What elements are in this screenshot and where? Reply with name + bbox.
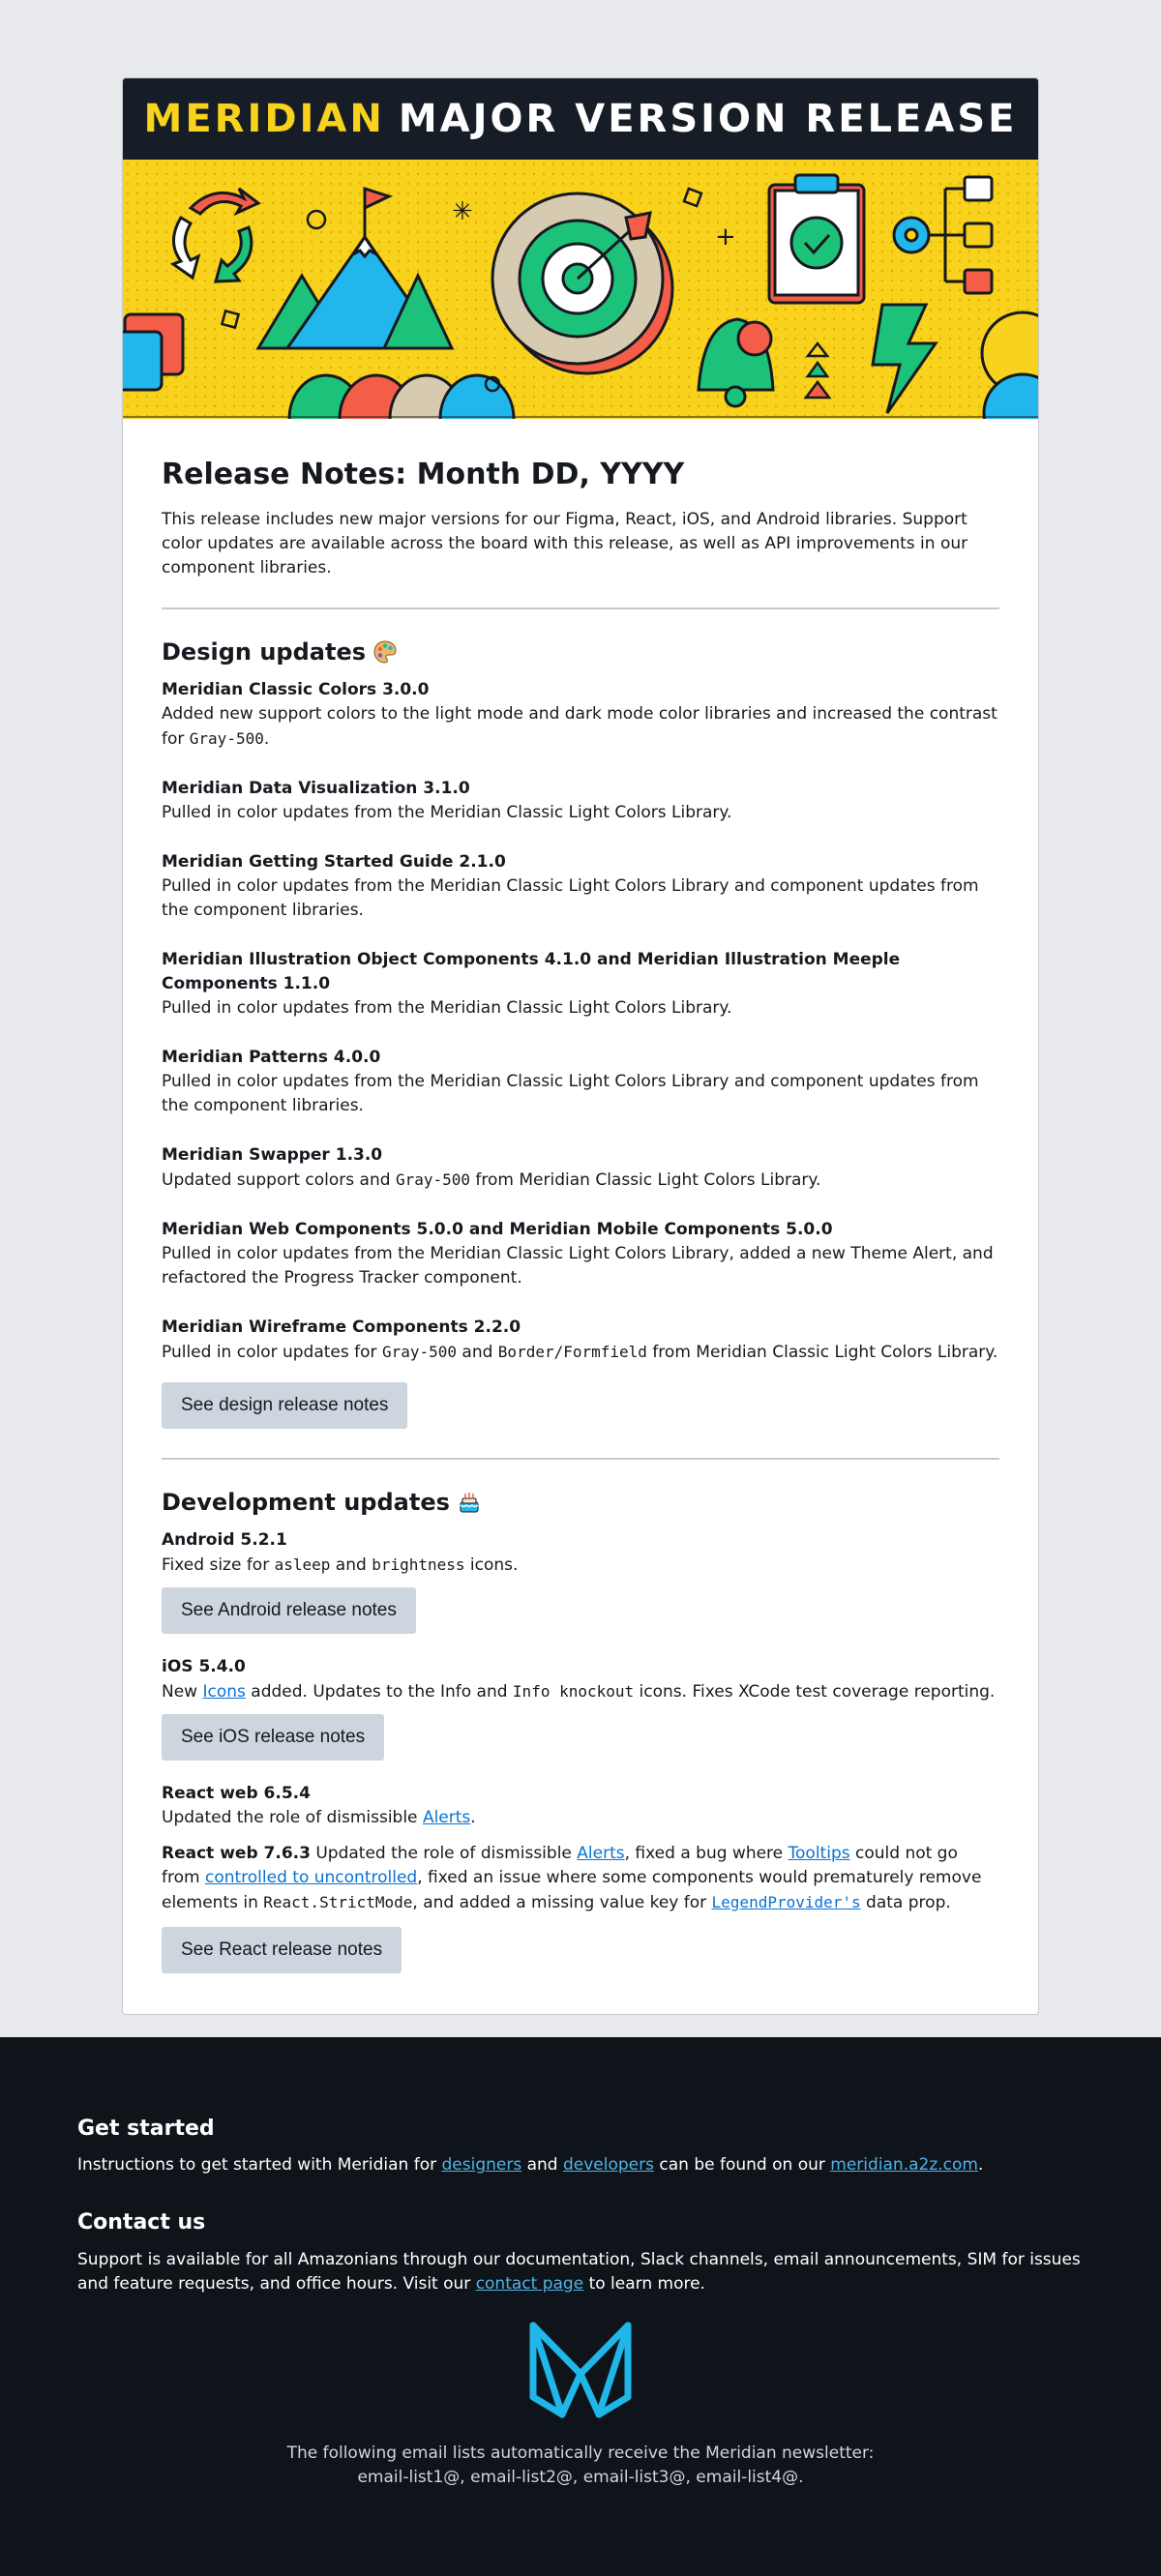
design-item-title: Meridian Getting Started Guide 2.1.0: [162, 851, 506, 872]
text-segment: .: [263, 728, 270, 749]
code-info-knockout: Info knockout: [512, 1681, 635, 1701]
design-heading-text: Design updates: [162, 638, 367, 666]
controlled-uncontrolled-link[interactable]: controlled to uncontrolled: [204, 1867, 418, 1887]
ios-release-notes-button[interactable]: See iOS release notes: [162, 1714, 384, 1761]
divider: [162, 607, 999, 609]
logo-wrap: [77, 2320, 1084, 2420]
android-title: Android 5.2.1: [162, 1529, 287, 1550]
react-763-text: [162, 1842, 999, 1915]
alerts-link[interactable]: Alerts: [577, 1843, 625, 1863]
text-segment: and: [521, 2155, 563, 2176]
text-segment: data prop.: [860, 1892, 951, 1912]
release-title: Release Notes: Month DD, YYYY: [162, 458, 685, 491]
text-segment: Fixed size for: [162, 1554, 275, 1575]
text-segment: from Meridian Classic Light Colors Library.: [470, 1170, 821, 1190]
react-654-section: [162, 1782, 999, 1830]
text-segment: Updated the role of dismissible: [310, 1843, 578, 1863]
contact-page-link[interactable]: contact page: [475, 2273, 584, 2294]
footer: [0, 2037, 1161, 2576]
text-segment: Updated the role of dismissible: [162, 1807, 423, 1827]
newsletter-card: [122, 77, 1039, 2015]
design-release-notes-button[interactable]: See design release notes: [162, 1382, 407, 1429]
design-item: [162, 1218, 999, 1290]
legendprovider-link[interactable]: LegendProvider's: [711, 1892, 861, 1911]
react-654-text: [162, 1806, 999, 1830]
android-release-notes-button[interactable]: See Android release notes: [162, 1587, 416, 1634]
get-started-heading: Get started: [77, 2117, 215, 2141]
palette-icon: [372, 638, 399, 666]
design-item-title: Meridian Data Visualization 3.1.0: [162, 778, 470, 798]
text-segment: to learn more.: [583, 2273, 705, 2294]
designers-link[interactable]: designers: [441, 2155, 522, 2176]
text-segment: Added new support colors to the light mode and dark mode color libraries and increased the contrast for: [162, 703, 997, 749]
code-brightness: brightness: [372, 1554, 465, 1574]
design-item: [162, 948, 999, 1021]
design-item-title: Meridian Swapper 1.3.0: [162, 1144, 383, 1165]
design-item-text: Pulled in color updates from the Meridian Classic Light Colors Library and component updates from the component libraries.: [162, 1071, 979, 1115]
design-item-text: Pulled in color updates from the Meridian Classic Light Colors Library.: [162, 997, 732, 1018]
banner-title-text: MAJOR VERSION RELEASE: [398, 97, 1018, 141]
svg-text:✳: ✳: [452, 197, 473, 226]
ios-text: [162, 1679, 999, 1704]
design-item-text: [162, 1340, 999, 1365]
svg-text:+: +: [715, 222, 736, 252]
contact-section: [77, 2210, 1084, 2295]
design-item-text: Pulled in color updates from the Meridian Classic Light Colors Library.: [162, 802, 732, 822]
design-item-title: Meridian Wireframe Components 2.2.0: [162, 1317, 521, 1337]
code-strictmode: React.StrictMode: [263, 1892, 413, 1911]
design-item-text: Pulled in color updates from the Meridian Classic Light Colors Library and component updates from the component libraries.: [162, 875, 979, 920]
email-lists-line1: The following email lists automatically receive the Meridian newsletter:: [286, 2443, 875, 2463]
tooltips-link[interactable]: Tooltips: [788, 1843, 850, 1863]
text-segment: and: [330, 1554, 372, 1575]
text-segment: .: [977, 2155, 984, 2176]
text-segment: , fixed an issue where some components would prematurely remove elements in: [162, 1867, 982, 1912]
react-release-notes-button[interactable]: See React release notes: [162, 1927, 402, 1973]
design-item-title: Meridian Web Components 5.0.0 and Meridian Mobile Components 5.0.0: [162, 1219, 833, 1239]
text-segment: Updated support colors and: [162, 1170, 396, 1190]
text-segment: , and added a missing value key for: [412, 1892, 712, 1912]
email-lists-line2: email-list1@, email-list2@, email-list3@, email-list4@.: [357, 2467, 804, 2487]
hero-illustration: [123, 160, 1038, 419]
design-item-text: [162, 702, 999, 752]
design-item-title: Meridian Classic Colors 3.0.0: [162, 679, 430, 699]
react-763-section: [162, 1842, 999, 1973]
dev-heading-text: Development updates: [162, 1488, 450, 1516]
code-border-formfield: Border/Formfield: [497, 1342, 647, 1361]
design-item: [162, 1046, 999, 1118]
android-text: [162, 1553, 999, 1578]
design-item-text: Pulled in color updates from the Meridian Classic Light Colors Library, added a new Theme Alert, and refactored the Progress Tracker component.: [162, 1243, 994, 1288]
text-segment: added. Updates to the Info and: [245, 1681, 513, 1702]
meridian-logo-icon: [527, 2320, 634, 2420]
text-segment: Support is available for all Amazonians through our documentation, Slack channels, email announcements, SIM for issues and feature requests, and office hours. Visit our: [77, 2249, 1081, 2294]
android-section: [162, 1528, 999, 1634]
design-item: [162, 678, 999, 752]
design-item: [162, 850, 999, 923]
meridian-site-link[interactable]: meridian.a2z.com: [830, 2155, 978, 2176]
code-asleep: asleep: [274, 1554, 331, 1574]
cake-icon: [456, 1489, 483, 1516]
text-segment: could not go from: [162, 1843, 958, 1887]
text-segment: and: [457, 1342, 498, 1362]
get-started-section: [77, 2117, 1084, 2177]
release-intro: This release includes new major versions for our Figma, React, iOS, and Android libraries. Support color updates are available across the board with this release, as well as API improvements in our component libraries.: [162, 510, 968, 577]
ios-section: [162, 1655, 999, 1761]
developers-link[interactable]: developers: [562, 2155, 654, 2176]
design-item: [162, 777, 999, 825]
design-item-title: Meridian Patterns 4.0.0: [162, 1047, 381, 1067]
text-segment: .: [470, 1807, 476, 1827]
text-segment: Pulled in color updates for: [162, 1342, 382, 1362]
design-item: [162, 1316, 999, 1365]
main-content: [123, 419, 1038, 2014]
react-654-title: React web 6.5.4: [162, 1783, 311, 1803]
email-lists: [77, 2442, 1084, 2490]
text-segment: icons. Fixes XCode test coverage reporting.: [634, 1681, 996, 1702]
get-started-text: [77, 2153, 1084, 2177]
dev-heading: [162, 1489, 999, 1517]
text-segment: from Meridian Classic Light Colors Library.: [646, 1342, 998, 1362]
contact-text: [77, 2248, 1084, 2296]
clipboard-icon: [769, 175, 864, 303]
ios-title: iOS 5.4.0: [162, 1656, 246, 1676]
divider: [162, 1458, 999, 1460]
text-segment: New: [162, 1681, 203, 1702]
text-segment: Instructions to get started with Meridian for: [77, 2155, 442, 2176]
banner-brand: MERIDIAN: [143, 97, 385, 141]
design-item: [162, 1143, 999, 1193]
react-763-title: React web 7.6.3: [162, 1843, 311, 1863]
text-segment: can be found on our: [653, 2155, 831, 2176]
code-gray-500: Gray-500: [395, 1170, 471, 1189]
design-item-title: Meridian Illustration Object Components 4.1.0 and Meridian Illustration Meeple Components 1.1.0: [162, 949, 901, 993]
text-segment: icons.: [464, 1554, 519, 1575]
banner-title: [123, 78, 1038, 160]
icons-link[interactable]: Icons: [202, 1681, 246, 1702]
text-segment: , fixed a bug where: [624, 1843, 789, 1863]
alerts-link[interactable]: Alerts: [422, 1807, 471, 1827]
code-gray-500: Gray-500: [189, 728, 264, 748]
design-item-text: [162, 1168, 999, 1193]
design-heading: [162, 638, 999, 666]
contact-heading: Contact us: [77, 2210, 206, 2235]
code-gray-500: Gray-500: [381, 1342, 457, 1361]
